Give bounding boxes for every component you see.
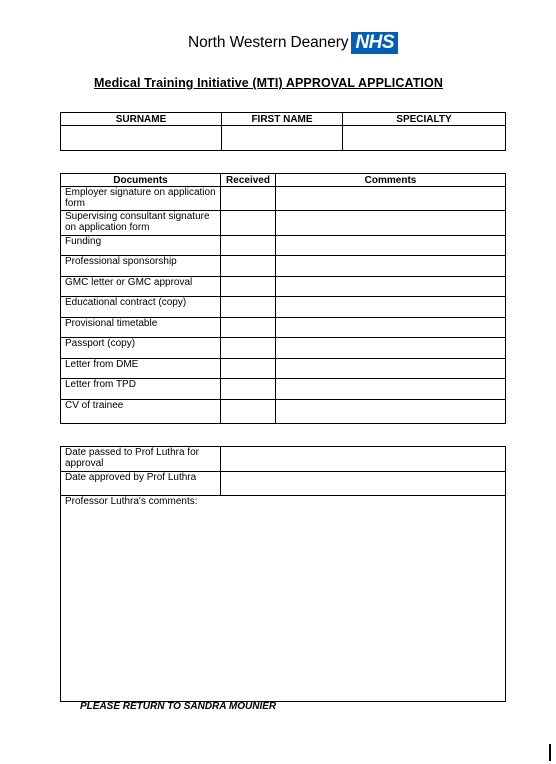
documents-header: Documents	[61, 174, 221, 187]
comments-cell[interactable]	[276, 359, 506, 379]
received-cell[interactable]	[221, 236, 276, 256]
document-label: Passport (copy)	[61, 338, 221, 359]
approval-table	[60, 446, 506, 702]
table-row	[61, 338, 506, 359]
comments-cell[interactable]	[276, 318, 506, 338]
received-cell[interactable]	[221, 256, 276, 277]
table-row	[61, 187, 506, 211]
comments-label: Professor Luthra's comments:	[65, 496, 198, 507]
table-row	[61, 236, 506, 256]
received-cell[interactable]	[221, 359, 276, 379]
date-passed-field[interactable]	[221, 447, 506, 472]
table-row	[61, 277, 506, 297]
received-cell[interactable]	[221, 187, 276, 211]
comments-cell[interactable]	[276, 277, 506, 297]
received-cell[interactable]	[221, 338, 276, 359]
table-row	[61, 211, 506, 236]
comments-cell[interactable]	[276, 236, 506, 256]
document-label: GMC letter or GMC approval	[61, 277, 221, 297]
received-cell[interactable]	[221, 277, 276, 297]
table-row	[61, 400, 506, 424]
document-label: Provisional timetable	[61, 318, 221, 338]
table-row	[61, 256, 506, 277]
received-cell[interactable]	[221, 379, 276, 400]
date-approved-label: Date approved by Prof Luthra	[61, 472, 221, 496]
form-title: Medical Training Initiative (MTI) APPROVAL APPLICATION	[94, 76, 443, 90]
deanery-name: North Western Deanery	[188, 34, 349, 51]
comments-cell[interactable]	[276, 400, 506, 424]
received-cell[interactable]	[221, 297, 276, 318]
received-header: Received	[221, 174, 276, 187]
document-label: Supervising consultant signature on application form	[61, 211, 221, 236]
comments-header: Comments	[276, 174, 506, 187]
comments-cell[interactable]	[276, 379, 506, 400]
table-row	[61, 359, 506, 379]
trainee-name-table	[60, 112, 506, 151]
specialty-field[interactable]	[343, 126, 506, 151]
page-header	[188, 32, 398, 54]
text-cursor-mark	[549, 744, 551, 761]
received-cell[interactable]	[221, 400, 276, 424]
table-row	[61, 297, 506, 318]
surname-header: SURNAME	[61, 113, 222, 126]
comments-box[interactable]	[61, 496, 506, 702]
document-label: Educational contract (copy)	[61, 297, 221, 318]
document-label: CV of trainee	[61, 400, 221, 424]
comments-cell[interactable]	[276, 297, 506, 318]
date-passed-label: Date passed to Prof Luthra for approval	[61, 447, 221, 472]
document-label: Letter from TPD	[61, 379, 221, 400]
document-label: Letter from DME	[61, 359, 221, 379]
first-name-header: FIRST NAME	[222, 113, 343, 126]
document-label: Employer signature on application form	[61, 187, 221, 211]
date-approved-field[interactable]	[221, 472, 506, 496]
nhs-logo: NHS	[351, 32, 398, 54]
surname-field[interactable]	[61, 126, 222, 151]
comments-cell[interactable]	[276, 211, 506, 236]
table-row	[61, 379, 506, 400]
received-cell[interactable]	[221, 211, 276, 236]
comments-cell[interactable]	[276, 187, 506, 211]
received-cell[interactable]	[221, 318, 276, 338]
document-label: Funding	[61, 236, 221, 256]
return-instruction: PLEASE RETURN TO SANDRA MOUNIER	[80, 701, 277, 712]
table-row	[61, 318, 506, 338]
documents-table	[60, 173, 506, 424]
specialty-header: SPECIALTY	[343, 113, 506, 126]
comments-cell[interactable]	[276, 256, 506, 277]
document-label: Professional sponsorship	[61, 256, 221, 277]
comments-cell[interactable]	[276, 338, 506, 359]
first-name-field[interactable]	[222, 126, 343, 151]
